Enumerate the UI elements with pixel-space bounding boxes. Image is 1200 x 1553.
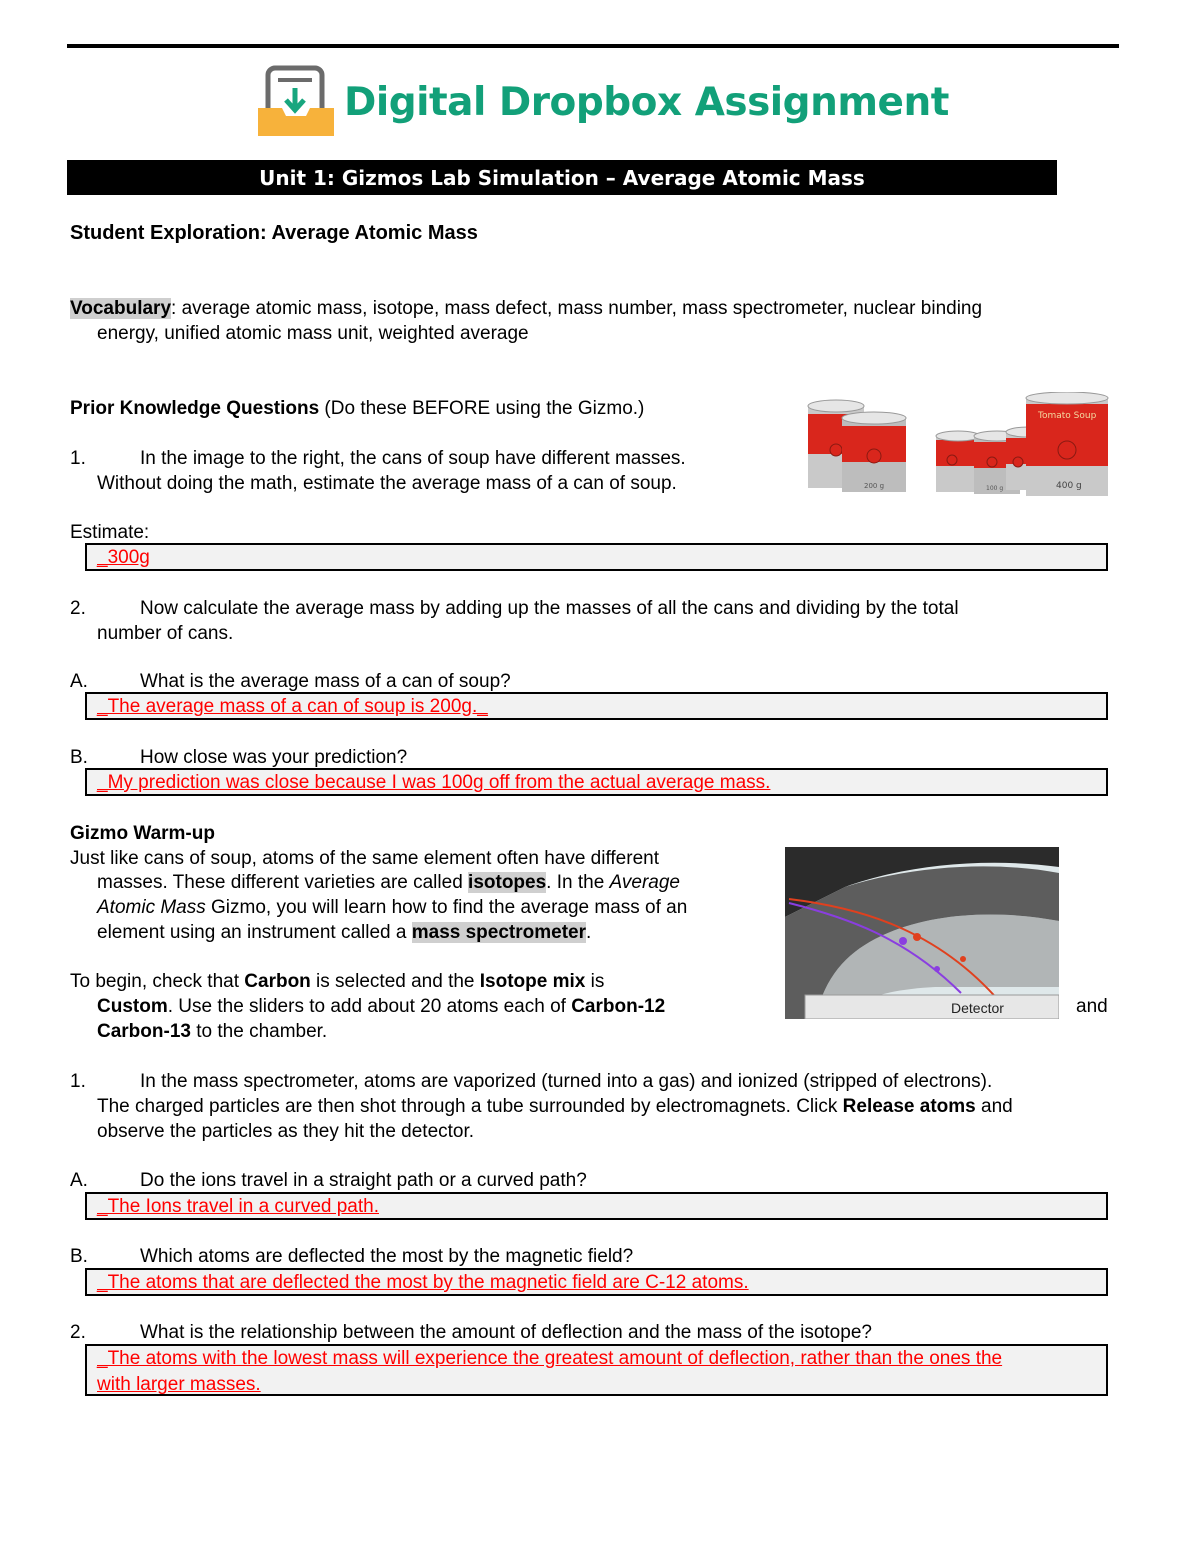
pk-question-B: B. How close was your prediction? <box>70 747 408 768</box>
warmup-title: Gizmo Warm-up <box>70 823 215 844</box>
dropbox-download-icon <box>256 64 336 138</box>
top-rule <box>67 44 1119 48</box>
svg-text:400 g: 400 g <box>1056 481 1082 491</box>
warmup-answer-A: _The Ions travel in a curved path. <box>97 1196 379 1217</box>
can-small-3 <box>936 431 980 492</box>
warmup-p1-line4: element using an instrument called a mass spectrometer. <box>97 922 592 943</box>
warmup-p2-line2: Custom. Use the sliders to add about 20 atoms each of Carbon-12 <box>97 996 666 1017</box>
prior-knowledge-title: Prior Knowledge Questions <box>70 398 320 419</box>
warmup-p1-line3: Atomic Mass Gizmo, you will learn how to find the average mass of an <box>97 897 688 918</box>
logo-title: Digital Dropbox Assignment <box>344 80 949 125</box>
warmup-p2-and: and <box>1076 996 1108 1017</box>
can-small-2 <box>842 412 906 492</box>
svg-text:100 g: 100 g <box>986 485 1004 492</box>
pk-question-A: A. What is the average mass of a can of soup? <box>70 671 511 692</box>
soup-cans-image <box>806 392 1110 500</box>
estimate-label: Estimate: <box>70 522 150 543</box>
pk-question-1-line2: Without doing the math, estimate the average mass of a can of soup. <box>97 473 677 494</box>
isotopes-term: isotopes <box>468 872 547 893</box>
svg-text:200 g: 200 g <box>864 482 885 490</box>
pk-answer-B-box[interactable] <box>85 768 1108 796</box>
warmup-answer-A-box[interactable] <box>85 1192 1108 1220</box>
svg-text:Tomato Soup: Tomato Soup <box>1038 411 1097 421</box>
estimate-answer-box[interactable] <box>85 543 1108 571</box>
warmup-question-1-line3: observe the particles as they hit the detector. <box>97 1121 475 1142</box>
mass-spectrometer-image <box>785 847 1059 1019</box>
mass-spectrometer-term: mass spectrometer <box>411 922 586 943</box>
warmup-question-B: B. Which atoms are deflected the most by the magnetic field? <box>70 1246 634 1267</box>
warmup-p1-line2: masses. These different varieties are called isotopes. In the Average <box>97 872 680 893</box>
vocabulary-line1: Vocabulary: average atomic mass, isotope, mass defect, mass number, mass spectrometer, nuclear binding <box>70 298 983 319</box>
exploration-title: Student Exploration: Average Atomic Mass <box>70 222 478 244</box>
vocabulary-line2: energy, unified atomic mass unit, weighted average <box>97 323 529 344</box>
release-atoms-term: Release atoms <box>842 1096 976 1117</box>
warmup-p2-line1: To begin, check that Carbon is selected and the Isotope mix is <box>70 971 605 992</box>
pk-answer-B: _My prediction was close because I was 100g off from the actual average mass. <box>97 772 771 793</box>
warmup-answer-2-line2: with larger masses. <box>97 1374 261 1395</box>
warmup-answer-2-line1: _The atoms with the lowest mass will experience the greatest amount of deflection, rather than the ones the <box>97 1348 1003 1369</box>
warmup-answer-B-box[interactable] <box>85 1268 1108 1296</box>
pk-question-2: 2. Now calculate the average mass by adding up the masses of all the cans and dividing by the total <box>70 598 959 619</box>
pk-answer-A-box[interactable] <box>85 692 1108 720</box>
estimate-answer: _300g <box>97 547 150 568</box>
warmup-p2-line3: Carbon-13 to the chamber. <box>97 1021 328 1042</box>
vocabulary-label: Vocabulary <box>70 298 172 319</box>
warmup-question-1: 1. In the mass spectrometer, atoms are vaporized (turned into a gas) and ionized (stripped of electrons). <box>70 1071 993 1092</box>
pk-question-2-line2: number of cans. <box>97 623 234 644</box>
can-large <box>1026 392 1108 496</box>
unit-banner: Unit 1: Gizmos Lab Simulation – Average Atomic Mass <box>67 160 1057 195</box>
warmup-question-2: 2. What is the relationship between the amount of deflection and the mass of the isotope? <box>70 1322 872 1343</box>
warmup-p1-line1: Just like cans of soup, atoms of the same element often have different <box>70 848 659 869</box>
prior-knowledge-heading: Prior Knowledge Questions (Do these BEFORE using the Gizmo.) <box>70 398 645 419</box>
warmup-answer-B: _The atoms that are deflected the most by the magnetic field are C-12 atoms. <box>97 1272 749 1293</box>
detector-label: Detector <box>951 1000 1004 1016</box>
pk-answer-A: _The average mass of a can of soup is 200g._ <box>97 696 488 717</box>
warmup-question-1-line2: The charged particles are then shot through a tube surrounded by electromagnets. Click Release atoms and <box>97 1096 1013 1117</box>
warmup-question-A: A. Do the ions travel in a straight path or a curved path? <box>70 1170 587 1191</box>
pk-question-1: 1. In the image to the right, the cans of soup have different masses. <box>70 448 686 469</box>
